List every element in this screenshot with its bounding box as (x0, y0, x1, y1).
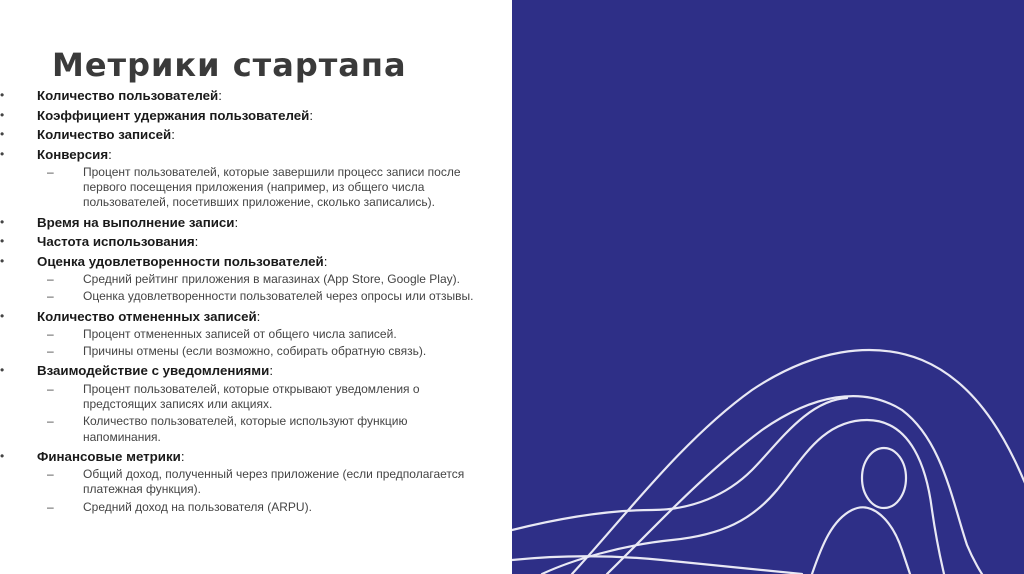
sub-list-item (0, 344, 512, 359)
dash-icon: – (47, 414, 54, 429)
sub-item-text: Процент пользователей, которые открывают уведомления о предстоящих записях или акциях. (83, 381, 420, 412)
sub-item-text: Процент отмененных записей от общего числа записей. (83, 327, 397, 342)
metrics-list (0, 86, 512, 517)
list-item (0, 252, 512, 272)
contour-line (512, 556, 802, 574)
bullet-icon: • (0, 448, 5, 463)
item-label: Количество записей (37, 127, 172, 142)
list-item (0, 86, 512, 106)
bullet-icon: • (0, 308, 5, 323)
contour-line (812, 507, 910, 574)
item-label: Конверсия (37, 146, 109, 162)
sub-list-item (0, 165, 512, 211)
sub-item-text: Средний доход на пользователя (ARPU). (83, 499, 312, 514)
bullet-icon: • (0, 107, 5, 122)
item-suffix: : (108, 146, 112, 162)
contour-line (542, 420, 944, 574)
sub-item-text: Количество пользователей, которые используют функцию напоминания. (83, 414, 408, 444)
item-suffix: : (256, 308, 261, 324)
dash-icon: – (47, 272, 54, 287)
sub-list-item (0, 414, 512, 444)
sub-list-item (0, 327, 512, 342)
contour-ellipse (862, 448, 906, 508)
dash-icon: – (47, 289, 54, 304)
item-label: Частота использования (37, 234, 195, 250)
bullet-icon: • (0, 363, 5, 378)
item-suffix: : (171, 127, 175, 142)
dash-icon: – (47, 165, 54, 179)
list-item (0, 361, 512, 381)
sub-item-text: Процент пользователей, которые завершили процесс записи после первого посещения приложения (например, из общего числа пользователей, посетивших приложение, сколько записались). (83, 165, 461, 210)
list-item (0, 307, 512, 327)
sub-list-item (0, 272, 512, 287)
dash-icon: – (47, 327, 54, 342)
list-item (0, 447, 512, 467)
bullet-icon: • (0, 146, 5, 161)
list-item (0, 145, 512, 165)
item-label: Количество пользователей (37, 88, 219, 103)
item-label: Количество отмененных записей (37, 308, 257, 324)
item-label: Коэффициент удержания пользователей (37, 107, 310, 123)
bullet-icon: • (0, 234, 5, 249)
dash-icon: – (47, 467, 54, 482)
sub-list-item (0, 382, 512, 412)
item-suffix: : (323, 253, 328, 269)
item-label: Оценка удовлетворенности пользователей (37, 253, 324, 269)
sub-item-text: Средний рейтинг приложения в магазинах (App Store, Google Play). (83, 272, 460, 287)
item-suffix: : (269, 363, 274, 379)
contour-line (607, 396, 982, 574)
sub-list-item (0, 467, 512, 497)
bullet-icon: • (0, 253, 5, 268)
dash-icon: – (47, 344, 54, 359)
bullet-icon: • (0, 88, 5, 102)
list-item (0, 232, 512, 252)
bullet-icon: • (0, 127, 5, 141)
sub-list-item (0, 289, 512, 304)
item-label: Время на выполнение записи (37, 214, 235, 230)
item-suffix: : (234, 214, 239, 230)
contour-lines-graphic (512, 0, 1024, 574)
list-item (0, 106, 512, 126)
bullet-icon: • (0, 214, 5, 229)
sub-item-text: Общий доход, полученный через приложение (если предполагается платежная функция). (83, 467, 465, 497)
sub-item-text: Оценка удовлетворенности пользователей через опросы или отзывы. (83, 289, 474, 304)
item-suffix: : (194, 234, 199, 250)
item-label: Финансовые метрики (37, 448, 181, 464)
item-suffix: : (309, 107, 314, 123)
sub-list-item (0, 500, 512, 515)
item-label: Взаимодействие с уведомлениями (37, 363, 270, 379)
dash-icon: – (47, 381, 54, 396)
sub-item-text: Причины отмены (если возможно, собирать обратную связь). (83, 344, 427, 359)
list-item (0, 213, 512, 233)
list-item (0, 125, 512, 145)
dash-icon: – (47, 499, 54, 514)
item-suffix: : (218, 88, 222, 103)
slide-title: Метрики стартапа (52, 46, 407, 84)
item-suffix: : (180, 448, 185, 464)
decorative-panel (512, 0, 1024, 574)
